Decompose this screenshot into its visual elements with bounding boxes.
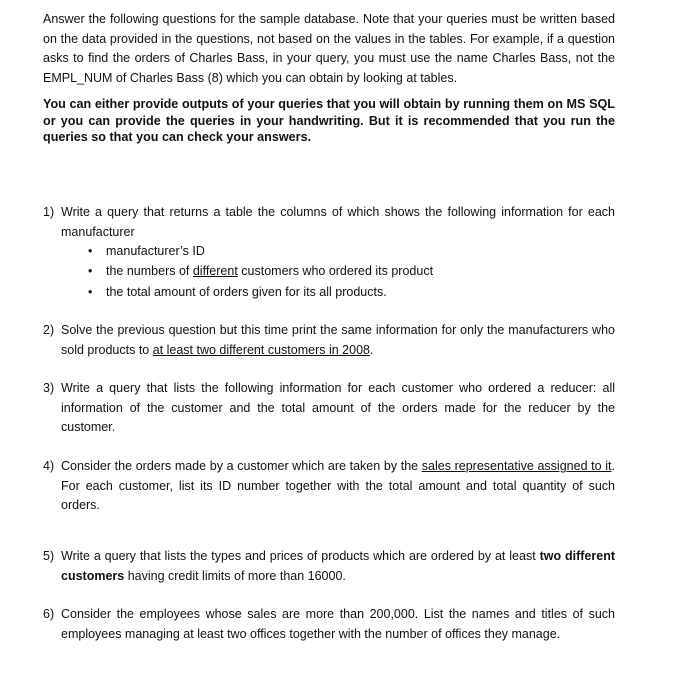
question-text: [61, 547, 615, 586]
question-text: Write a query that lists the following information for each customer who ordered a reducer: all information of the customer and the total amount of the orders made for the reducer by the customer.: [61, 381, 615, 434]
question-number: 4): [43, 459, 55, 473]
question-1: [43, 203, 615, 242]
bullet-item: [88, 262, 433, 282]
question-text-post: .: [369, 342, 374, 357]
bullet-text-post: customers who ordered its product: [237, 264, 434, 278]
bullet-icon: •: [88, 285, 93, 299]
bullet-text: manufacturer’s ID: [106, 244, 205, 258]
bullet-text: the total amount of orders given for its all products.: [106, 285, 387, 299]
bullet-icon: •: [88, 244, 93, 258]
question-text-underlined: sales representative assigned to it: [421, 459, 612, 473]
question-text-bold: two different customers: [61, 549, 615, 583]
question-text: [61, 457, 615, 516]
recommendation-note: You can either provide outputs of your queries that you will obtain by running them on MS SQL or you can provide the queries in your handwriting. But it is recommended that you run the queries so that you can check your answers.: [43, 97, 615, 144]
question-text-pre: Solve the previous question but this time print the same information for only the manufacturers who sold products to: [61, 323, 615, 357]
question-number: 6): [43, 607, 55, 621]
question-text-pre: Consider the orders made by a customer which are taken by the: [61, 459, 422, 473]
question-6: [43, 605, 615, 644]
question-2: [43, 321, 615, 360]
bullet-text-pre: the numbers of: [106, 264, 193, 278]
question-text-pre: Write a query that lists the types and prices of products which are ordered by at least: [61, 549, 540, 563]
bullet-item: [88, 283, 387, 303]
bullet-item: [88, 242, 205, 262]
question-5: [43, 547, 615, 586]
question-4: [43, 457, 615, 516]
intro-paragraph: Answer the following questions for the sample database. Note that your queries must be written based on the data provided in the questions, not based on the values in the tables. For example, if a question asks to find the orders of Charles Bass, in your query, you must use the name Charles Bass, not the EMPL_NUM of Charles Bass (8) which you can obtain by looking at tables.: [43, 12, 615, 85]
question-number: 3): [43, 381, 55, 395]
question-text: Write a query that returns a table the columns of which shows the following information for each manufacturer: [61, 205, 615, 239]
question-text: Consider the employees whose sales are more than 200,000. List the names and titles of such employees managing at least two offices together with the number of offices they manage.: [61, 607, 615, 641]
question-number: 2): [43, 323, 55, 337]
bullet-icon: •: [88, 264, 93, 278]
question-number: 5): [43, 549, 55, 563]
question-number: 1): [43, 205, 55, 219]
bullet-text-underlined: different: [192, 264, 238, 278]
question-3: [43, 379, 615, 438]
question-text-underlined: at least two different customers in 2008: [152, 342, 370, 357]
question-text-post: . For each customer, list its ID number together with the total amount and total quantity of such orders.: [61, 459, 615, 512]
question-text-post: having credit limits of more than 16000.: [124, 568, 346, 583]
question-text: [61, 321, 615, 360]
